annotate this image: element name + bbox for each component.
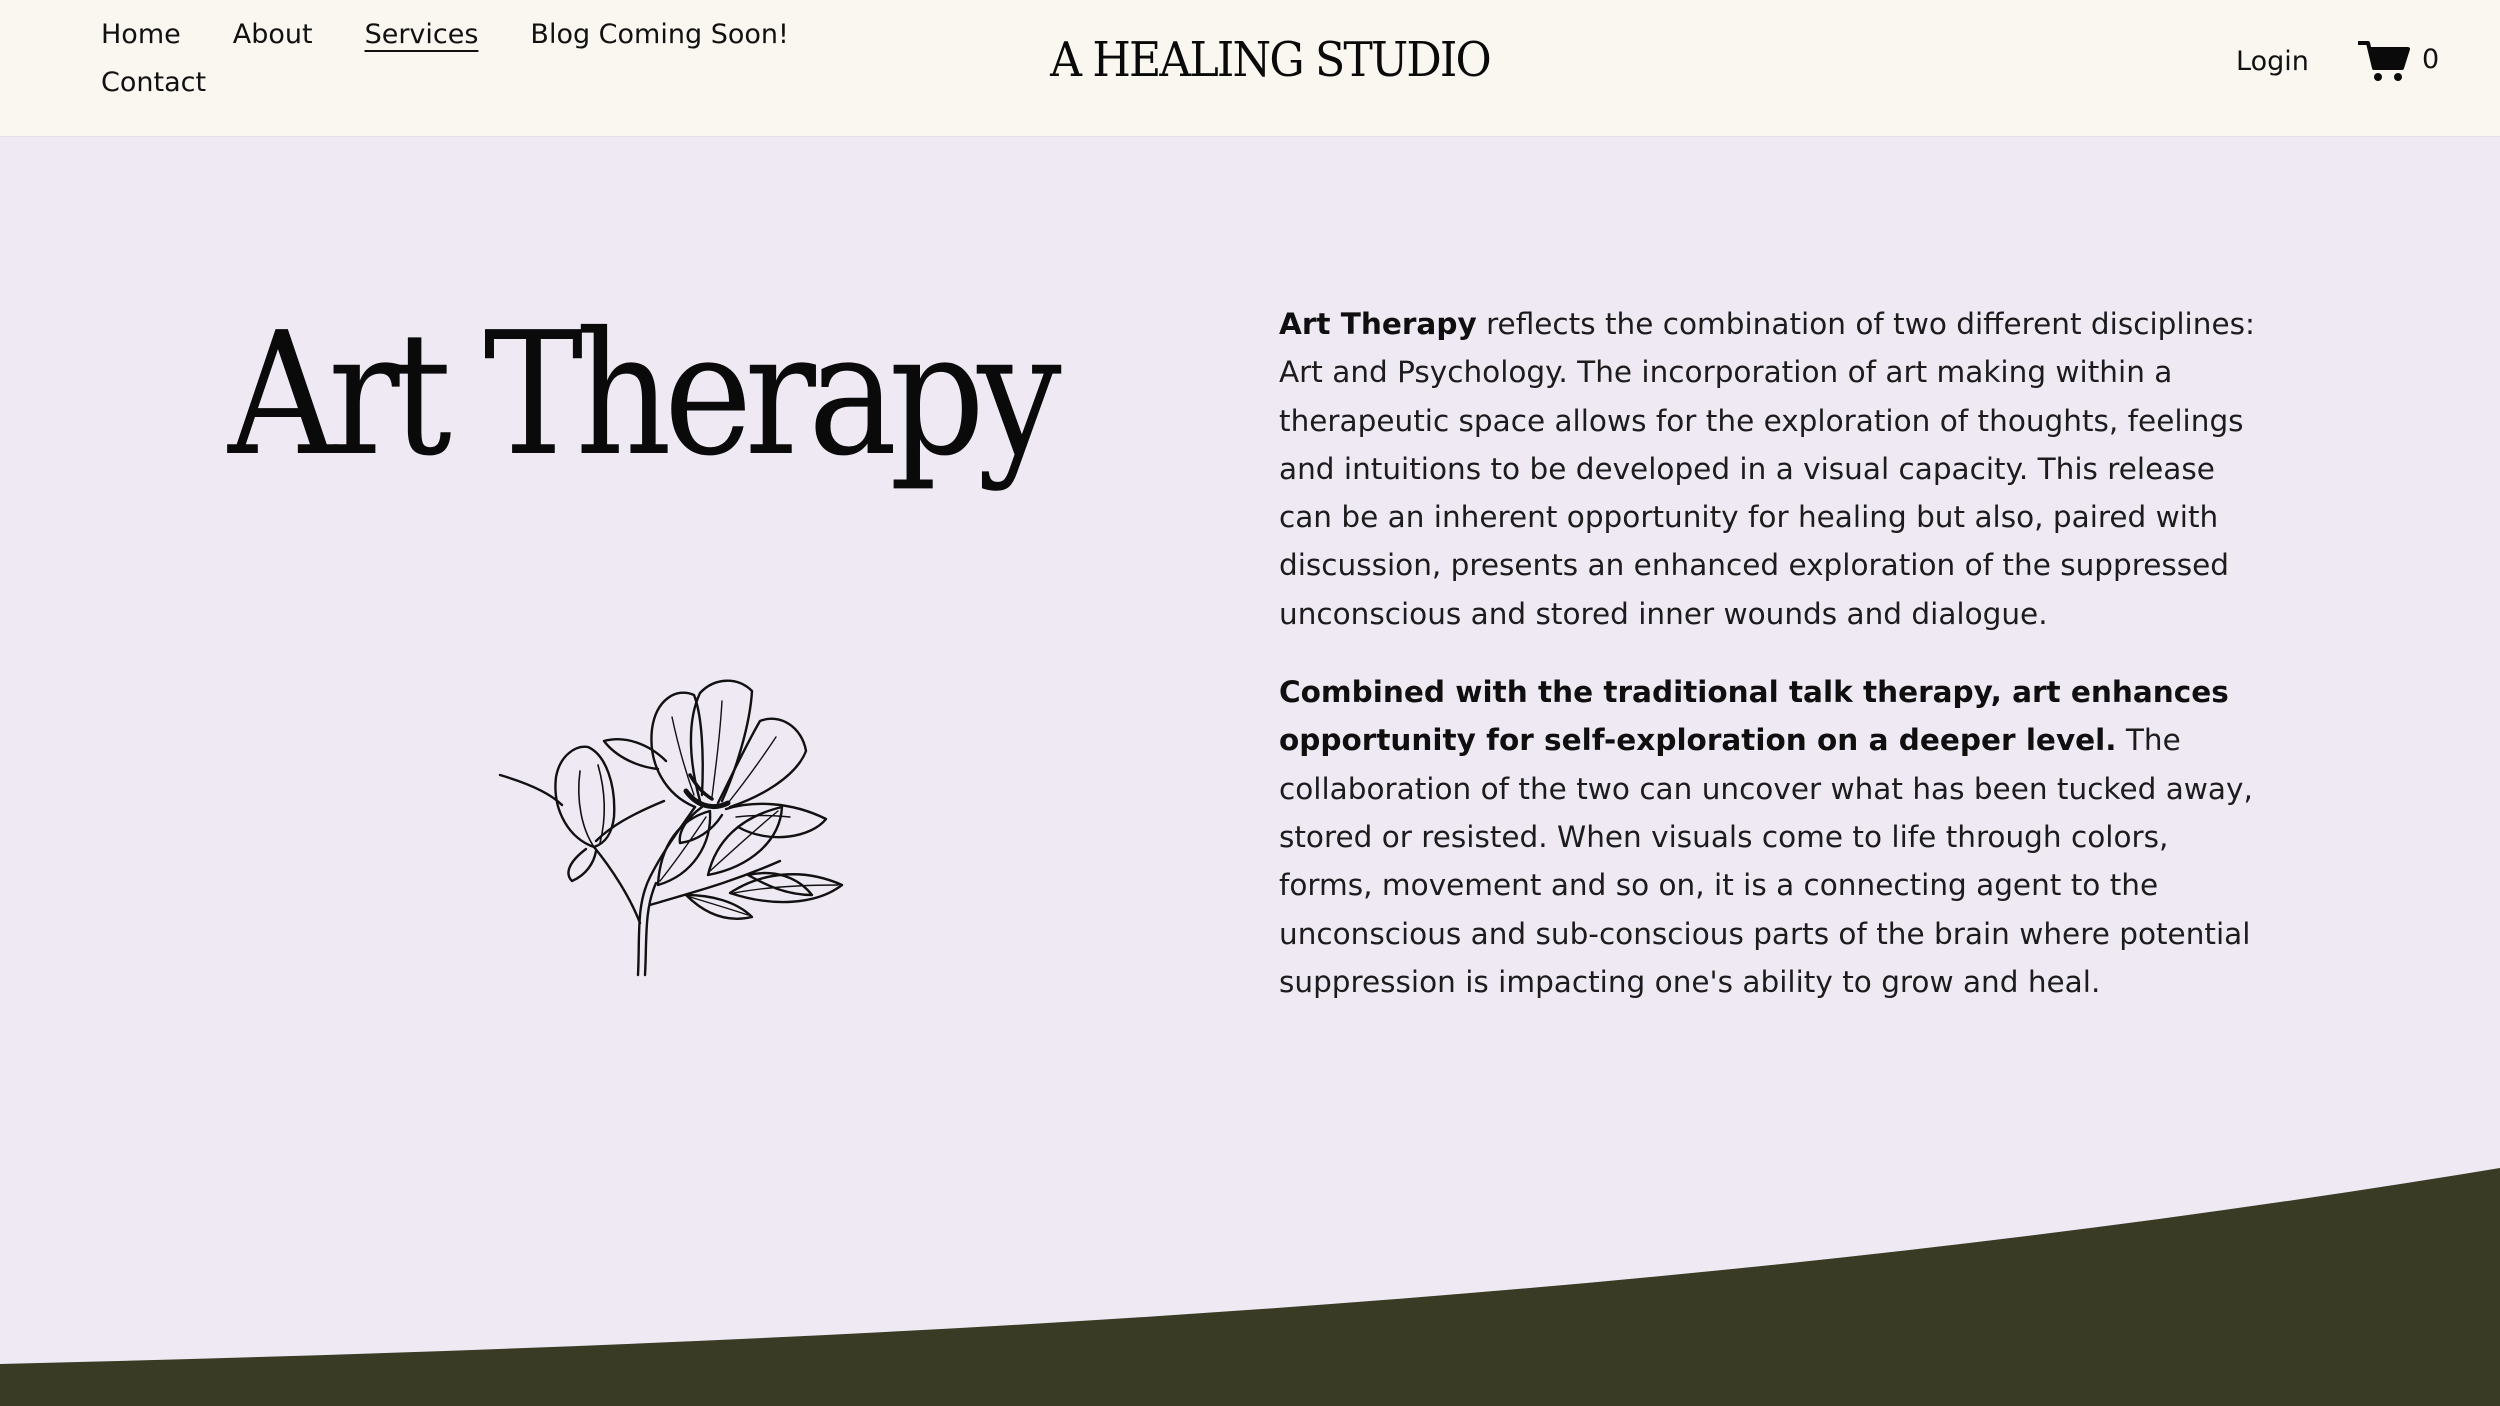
cart-button[interactable] xyxy=(2358,38,2439,82)
nav-contact[interactable]: Contact xyxy=(101,67,207,98)
nav-about[interactable]: About xyxy=(232,19,313,50)
nav-home[interactable]: Home xyxy=(101,19,181,50)
paragraph-combined xyxy=(1279,668,2259,1006)
nav-services[interactable]: Services xyxy=(364,19,479,50)
paragraph-intro xyxy=(1279,300,2259,638)
paragraph-combined-text: The collaboration of the two can uncover what has been tucked away, stored or resisted. When visuals come to life through colors, forms, movement and so on, it is a connecting agent to the unconscious and sub-conscious parts of the brain where potential suppression is impacting one's ability to grow and heal. xyxy=(1279,723,2253,999)
paragraph-intro-text: reflects the combination of two different disciplines: Art and Psychology. The incorporation of art making within a therapeutic space allows for the exploration of thoughts, feelings and intuitions to be developed in a visual capacity. This release can be an inherent opportunity for healing but also, paired with discussion, presents an enhanced exploration of the suppressed unconscious and stored inner wounds and dialogue. xyxy=(1279,307,2255,631)
site-logo[interactable]: A HEALING STUDIO xyxy=(1050,32,1490,88)
main-nav xyxy=(101,16,821,102)
site-header xyxy=(0,0,2500,137)
flower-sketch-icon xyxy=(490,605,880,985)
cart-count: 0 xyxy=(2422,44,2440,75)
nav-blog[interactable]: Blog Coming Soon! xyxy=(530,19,789,50)
paragraph-combined-lead: Combined with the traditional talk therapy, art enhances opportunity for self-exploration on a deeper level. xyxy=(1279,675,2229,758)
login-link[interactable]: Login xyxy=(2236,46,2309,77)
footer-wave-shape xyxy=(0,1168,2500,1406)
cart-icon xyxy=(2358,38,2410,82)
footer-wave xyxy=(0,1150,2500,1406)
article-body xyxy=(1279,300,2259,1036)
paragraph-intro-lead: Art Therapy xyxy=(1279,307,1477,341)
page-title: Art Therapy xyxy=(228,296,1054,494)
